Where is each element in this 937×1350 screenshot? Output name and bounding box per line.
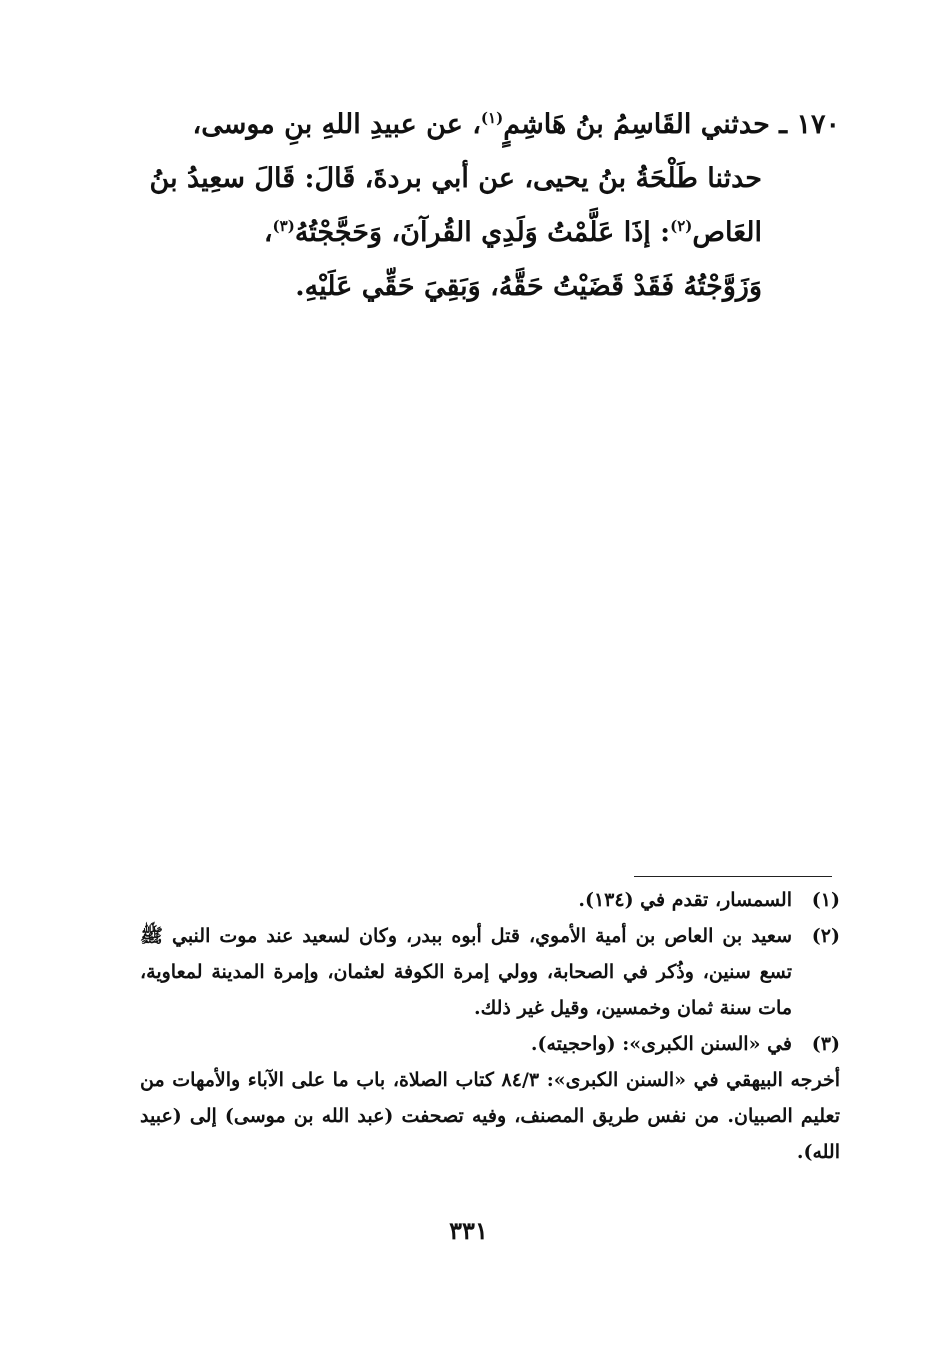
footnote-ref-1: (١)	[480, 109, 504, 127]
footnote-number: (٣)	[811, 1033, 840, 1055]
hadith-line-2: حدثنا طَلْحَةُ بنُ يحيى، عن أبي بردةَ، قَالَ: قَالَ سعِيدُ بنُ	[149, 163, 762, 194]
footnote-1	[140, 882, 840, 918]
footnote-2	[140, 918, 840, 1026]
footnote-text: في «السنن الكبرى»: (واحجيته).	[530, 1033, 792, 1055]
page-number: ٣٣١	[449, 1216, 488, 1245]
hadith-text	[140, 98, 840, 314]
hadith-line-3	[140, 206, 840, 260]
footnote-number: (٢)	[811, 925, 840, 947]
hadith-line-1	[140, 98, 840, 152]
footnote-ref-2: (٢)	[670, 217, 693, 235]
footnote-text: سعيد بن العاص بن أمية الأموي، قتل أبوه ببدر، وكان لسعيد عند موت النبي ﷺ تسع سنين، وذُكر في الصحابة، وولي إمرة الكوفة لعثمان، وإمرة المدينة لمعاوية، مات سنة ثمان وخمسين، وقيل غير ذلك.	[140, 925, 792, 1019]
footnote-text: السمسار، تقدم في (١٣٤).	[578, 889, 792, 911]
hadith-number: ١٧٠	[796, 109, 840, 140]
hadith-line-3-text-c: ،	[263, 217, 273, 248]
hadith-separator: ـ	[769, 109, 797, 140]
footnote-number: (١)	[811, 889, 840, 911]
footnote-divider	[634, 876, 832, 877]
footnote-3	[140, 1026, 840, 1062]
footnote-ref-3: (٣)	[272, 217, 295, 235]
hadith-line-1-text-a: حدثني القَاسِمُ بنُ هَاشِمٍ	[503, 109, 770, 140]
hadith-line-1-text-b: ، عن عبيدِ اللهِ بنِ موسى،	[192, 109, 481, 140]
hadith-line-3-text-b: : إذَا عَلَّمْتُ وَلَدِي القُرآنَ، وَحَجَّجْتُهُ	[294, 217, 671, 248]
footnotes-section	[140, 882, 840, 1170]
hadith-line-4: وَزَوَّجْتُهُ فَقَدْ قَضَيْتُ حَقَّهُ، وَبَقِيَ حَقِّي عَلَيْهِ.	[295, 271, 762, 302]
hadith-line-3-text-a: العَاص	[692, 217, 762, 248]
footnote-commentary: أخرجه البيهقي في «السنن الكبرى»: ٨٤/٣ كتاب الصلاة، باب ما على الآباء والأمهات من تعليم الصبيان. من نفس طريق المصنف، وفيه تصحفت (عبد الله بن موسى) إلى (عبيد الله).	[140, 1069, 840, 1163]
